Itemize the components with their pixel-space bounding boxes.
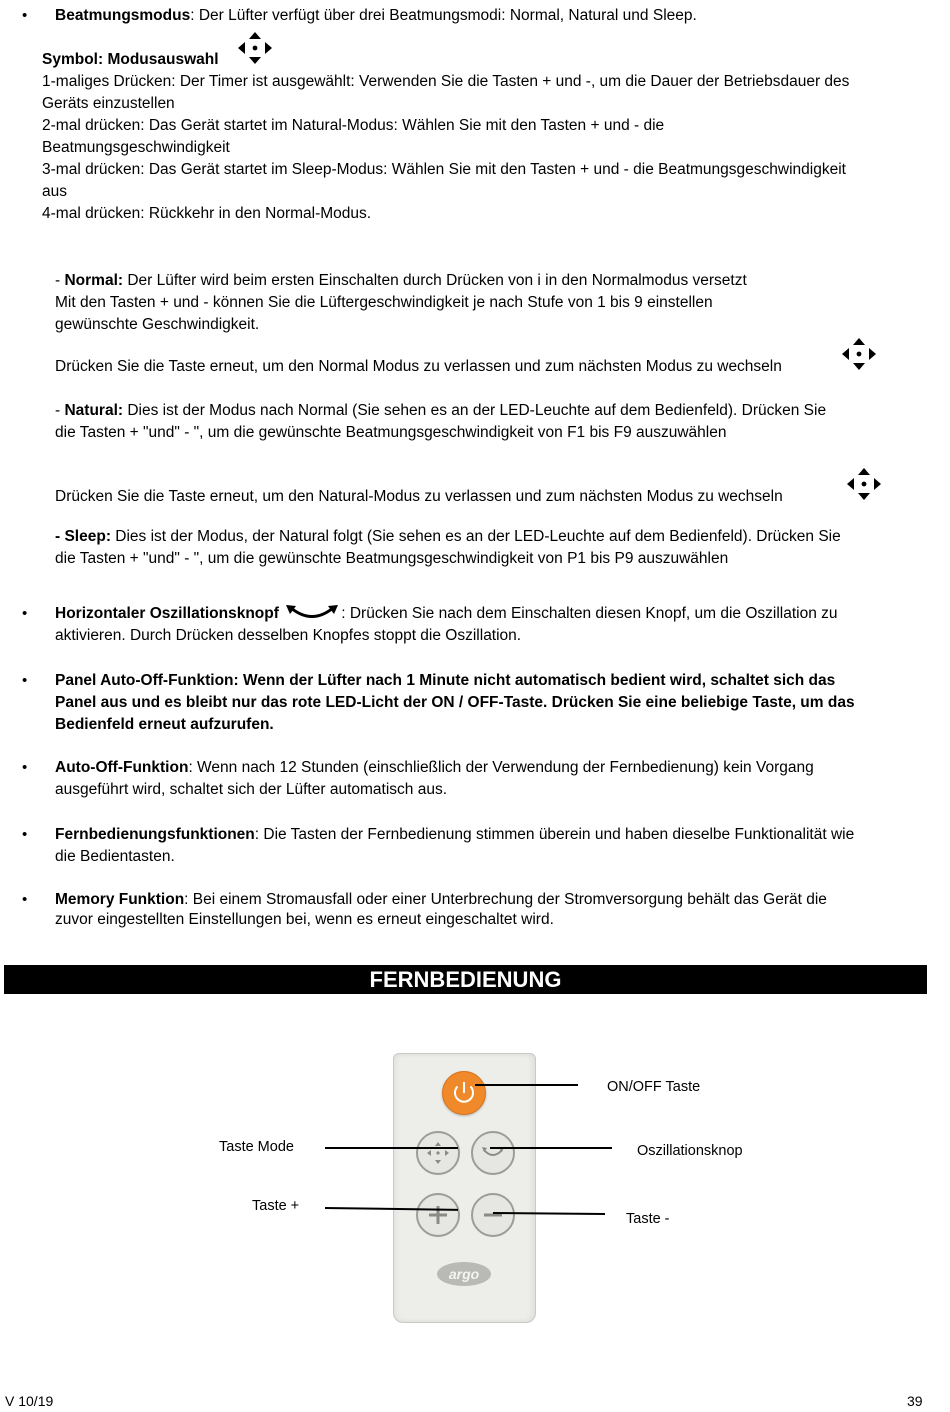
symbol-title: Symbol: Modusauswahl xyxy=(42,51,219,68)
normal-term: Normal: xyxy=(64,272,124,289)
sleep-term: - Sleep: xyxy=(55,528,111,545)
panel-auto-off-line2: Panel aus und es bleibt nur das rote LED-Licht der ON / OFF-Taste. Drücken Sie eine beliebige Taste, um das xyxy=(55,694,855,711)
normal-text: Der Lüfter wird beim ersten Einschalten durch Drücken von i in den Normalmodus versetzt xyxy=(123,272,747,289)
mode-button xyxy=(416,1131,460,1175)
footer-version: V 10/19 xyxy=(5,1393,54,1409)
memory-line1 xyxy=(55,889,925,911)
normal-line3: gewünschte Geschwindigkeit. xyxy=(55,316,260,333)
natural-text: Dies ist der Modus nach Normal (Sie sehen es an der LED-Leuchte auf dem Bedienfeld). Drücken Sie xyxy=(123,402,827,419)
normal-prefix: - xyxy=(55,272,65,289)
mode-select-icon xyxy=(845,466,883,509)
section-banner: FERNBEDIENUNG xyxy=(4,965,927,994)
footer-page-number: 39 xyxy=(907,1393,923,1409)
auto-off-line2: ausgeführt wird, schaltet sich der Lüfter automatisch aus. xyxy=(55,781,448,798)
mode-select-icon xyxy=(236,30,274,73)
mode-select-icon xyxy=(418,1133,458,1173)
normal-line2: Mit den Tasten + und - können Sie die Lüftergeschwindigkeit je nach Stufe von 1 bis 9 einstellen xyxy=(55,294,713,311)
memory-line2: zuvor eingestellten Einstellungen bei, wenn es erneut eingeschaltet wird. xyxy=(55,911,554,928)
symbol-line1b: Geräts einzustellen xyxy=(42,95,175,112)
natural-line1 xyxy=(55,400,915,422)
bullet: • xyxy=(22,672,28,689)
label-minus: Taste - xyxy=(626,1211,670,1227)
leader-line xyxy=(325,1147,458,1149)
plus-button xyxy=(416,1193,460,1237)
symbol-line2a: 2-mal drücken: Das Gerät startet im Natural-Modus: Wählen Sie mit den Tasten + und - die xyxy=(42,117,665,134)
remote-functions-line1 xyxy=(55,824,925,846)
leader-line xyxy=(490,1147,612,1149)
leader-line xyxy=(475,1084,578,1086)
memory-text: : Bei einem Stromausfall oder einer Unterbrechung der Stromversorgung behält das Gerät die xyxy=(184,891,827,908)
auto-off-text: : Wenn nach 12 Stunden (einschließlich der Verwendung der Fernbedienung) kein Vorgang xyxy=(188,759,814,776)
label-onoff: ON/OFF Taste xyxy=(607,1079,701,1095)
normal-next-line: Drücken Sie die Taste erneut, um den Normal Modus zu verlassen und zum nächsten Modus zu wechseln xyxy=(55,358,782,375)
bullet: • xyxy=(22,7,28,24)
beatmungsmodus-text: : Der Lüfter verfügt über drei Beatmungsmodi: Normal, Natural und Sleep. xyxy=(190,7,697,24)
mode-select-icon xyxy=(840,336,878,379)
beatmungsmodus-paragraph xyxy=(55,5,925,27)
natural-prefix: - xyxy=(55,402,65,419)
normal-line1 xyxy=(55,270,915,292)
oscillation-text: : Drücken Sie nach dem Einschalten diesen Knopf, um die Oszillation zu xyxy=(341,605,838,623)
auto-off-term: Auto-Off-Funktion xyxy=(55,759,189,776)
remote-functions-line2: die Bedientasten. xyxy=(55,848,175,865)
brand-logo: argo xyxy=(437,1262,491,1286)
symbol-line3a: 3-mal drücken: Das Gerät startet im Sleep-Modus: Wählen Sie mit den Tasten + und - die Beatmungsgeschwindigkeit xyxy=(42,161,846,178)
natural-term: Natural: xyxy=(64,402,124,419)
minus-button xyxy=(471,1193,515,1237)
label-mode: Taste Mode xyxy=(219,1139,294,1155)
symbol-line4: 4-mal drücken: Rückkehr in den Normal-Modus. xyxy=(42,205,372,222)
bullet: • xyxy=(22,759,28,776)
remote-functions-text: : Die Tasten der Fernbedienung stimmen überein und haben dieselbe Funktionalität wie xyxy=(254,826,855,843)
symbol-line1a: 1-maliges Drücken: Der Timer ist ausgewählt: Verwenden Sie die Tasten + und -, um die Dauer der Betriebsdauer des xyxy=(42,73,850,90)
symbol-title-line xyxy=(42,49,932,71)
label-oscillation: Oszillationsknop xyxy=(637,1143,743,1159)
plus-icon xyxy=(418,1195,458,1235)
minus-icon xyxy=(473,1195,513,1235)
oscillation-line2: aktivieren. Durch Drücken desselben Knopfes stoppt die Oszillation. xyxy=(55,627,522,644)
power-icon xyxy=(443,1072,485,1114)
sleep-line1 xyxy=(55,526,915,548)
remote-control xyxy=(393,1053,536,1323)
bullet: • xyxy=(22,891,28,908)
symbol-line2b: Beatmungsgeschwindigkeit xyxy=(42,139,230,156)
oscillation-line1 xyxy=(55,603,925,625)
sleep-line2: die Tasten + "und" - ", um die gewünschte Beatmungsgeschwindigkeit von P1 bis P9 auszuwählen xyxy=(55,550,729,567)
oscillation-arc-icon xyxy=(473,1133,513,1173)
bullet: • xyxy=(22,826,28,843)
oscillation-button xyxy=(471,1131,515,1175)
natural-line2: die Tasten + "und" - ", um die gewünschte Beatmungsgeschwindigkeit von F1 bis F9 auszuwählen xyxy=(55,424,727,441)
oscillation-term: Horizontaler Oszillationsknopf xyxy=(55,605,279,623)
panel-auto-off-line3: Bedienfeld erneut aufzurufen. xyxy=(55,716,274,733)
sleep-text: Dies ist der Modus, der Natural folgt (Sie sehen es an der LED-Leuchte auf dem Bedienfeld). Drücken Sie xyxy=(110,528,841,545)
remote-functions-term: Fernbedienungsfunktionen xyxy=(55,826,255,843)
bullet: • xyxy=(22,605,28,622)
beatmungsmodus-term: Beatmungsmodus xyxy=(55,7,191,24)
symbol-line3b: aus xyxy=(42,183,67,200)
label-plus: Taste + xyxy=(252,1198,300,1214)
oscillation-arc-icon xyxy=(285,603,339,625)
power-button xyxy=(442,1071,486,1115)
natural-next-line: Drücken Sie die Taste erneut, um den Natural-Modus zu verlassen und zum nächsten Modus zu wechseln xyxy=(55,488,783,505)
auto-off-line1 xyxy=(55,757,925,779)
memory-term: Memory Funktion xyxy=(55,891,185,908)
panel-auto-off-line1: Panel Auto-Off-Funktion: Wenn der Lüfter nach 1 Minute nicht automatisch bedient wird, schaltet sich das xyxy=(55,672,836,689)
